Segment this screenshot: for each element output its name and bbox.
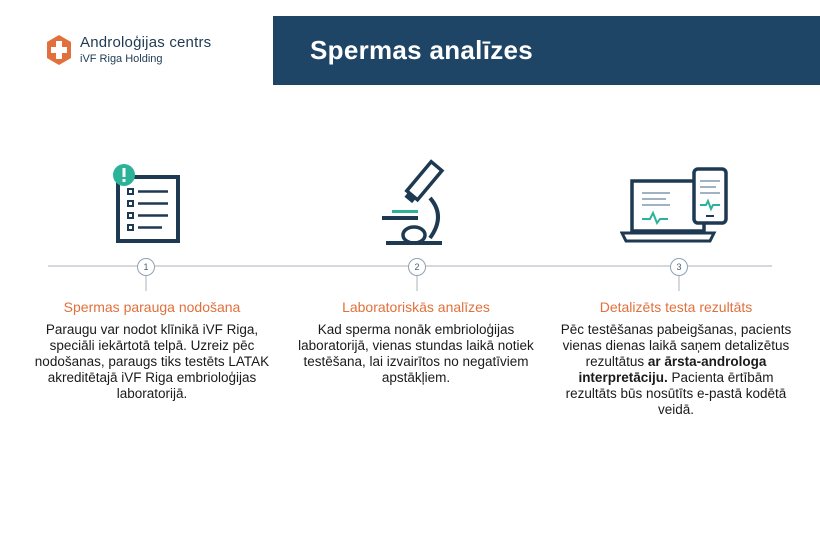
step-3-text-bold: ar ārsta-androloga interpretāciju. — [578, 354, 767, 385]
clinic-logo-icon — [46, 34, 72, 66]
step-connector — [145, 276, 147, 291]
step-2-title: Laboratoriskās analīzes — [342, 299, 490, 315]
header-banner — [273, 16, 820, 85]
step-1-title: Spermas parauga nodošana — [63, 299, 241, 315]
laptop-phone-icon — [620, 165, 730, 245]
brand-name: Androloģijas centrs — [80, 34, 212, 51]
step-number-2: 2 — [408, 258, 426, 276]
step-2-description: Kad sperma nonāk embrioloģijas laboratorijā, vienas stundas laikā notiek testēšana, lai izvairītos no negatīviem apstākļiem. — [298, 322, 534, 385]
step-connector — [678, 276, 680, 291]
checklist-icon — [110, 163, 182, 245]
step-3-text-end: Pacienta ērtībām rezultāts būs nosūtīts e-pastā kodētā veidā. — [565, 370, 787, 417]
step-connector — [416, 276, 418, 291]
step-1-description: Paraugu var nodot klīnikā iVF Riga, speciāli iekārtotā telpā. Uzreiz pēc nodošanas, paraugs tiks testēts LATAK akreditētajā iVF Riga embrioloģijas laboratorijā. — [34, 322, 270, 401]
brand-logo[interactable] — [46, 34, 211, 66]
step-3-title: Detalizēts testa rezultāts — [599, 299, 753, 315]
step-3-text-start: Pēc testēšanas pabeigšanas, pacients vienas dienas laikā saņem detalizētus rezultātus — [560, 322, 792, 369]
brand-subtitle: iVF Riga Holding — [80, 53, 163, 65]
microscope-icon — [380, 158, 452, 248]
page-title: Spermas analīzes — [310, 35, 534, 65]
step-number-3: 3 — [670, 258, 688, 276]
step-number-1: 1 — [137, 258, 155, 276]
step-3-description — [556, 322, 796, 418]
